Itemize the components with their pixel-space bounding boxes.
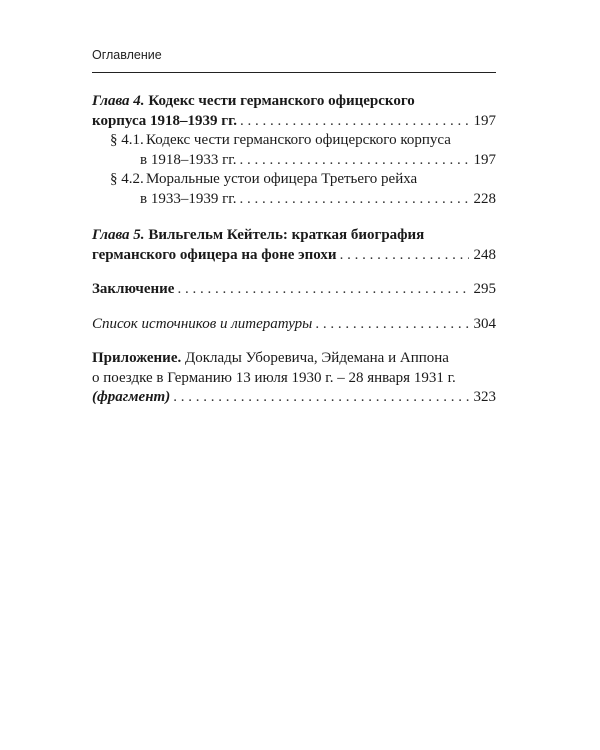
- appendix-title-line2: о поездке в Германию 13 июля 1930 г. – 28 января 1931 г.: [92, 369, 456, 386]
- toc-entry-sources[interactable]: [92, 315, 496, 335]
- chapter-5-page: 248: [473, 246, 496, 263]
- toc-entry-chapter-4[interactable]: [92, 92, 496, 131]
- leader-dots: [239, 190, 469, 210]
- leader-dots: [239, 151, 469, 171]
- toc-entry-section-4-1[interactable]: [92, 131, 496, 170]
- conclusion-title: Заключение: [92, 281, 175, 297]
- section-4-2-title-line2: в 1933–1939 гг.: [140, 190, 237, 207]
- conclusion-page: 295: [473, 281, 496, 297]
- section-4-1-page: 197: [473, 151, 496, 168]
- toc-entry-conclusion[interactable]: [92, 280, 496, 300]
- section-4-1-number: § 4.1.: [110, 132, 144, 148]
- running-head: Оглавление: [92, 48, 162, 62]
- toc-entry-chapter-5[interactable]: [92, 226, 496, 265]
- appendix-title-line1: Доклады Уборевича, Эйдемана и Аппона: [184, 350, 449, 366]
- chapter-5-prefix: Глава 5.: [92, 227, 145, 243]
- appendix-prefix: Приложение.: [92, 350, 182, 366]
- chapter-5-title-line1: Вильгельм Кейтель: краткая биография: [148, 227, 425, 243]
- table-of-contents: [92, 92, 496, 408]
- section-4-2-number: § 4.2.: [110, 171, 144, 187]
- leader-dots: [177, 280, 469, 300]
- appendix-title-line3: (фрагмент): [92, 389, 171, 405]
- toc-entry-appendix[interactable]: [92, 349, 496, 408]
- leader-dots: [240, 112, 469, 132]
- section-4-2-title-line1: Моральные устои офицера Третьего рейха: [146, 171, 418, 187]
- section-4-1-title-line1: Кодекс чести германского офицерского корпуса: [146, 132, 451, 148]
- section-4-2-page: 228: [473, 190, 496, 207]
- leader-dots: [315, 315, 469, 335]
- header-rule: [92, 72, 496, 73]
- sources-page: 304: [473, 315, 496, 332]
- chapter-4-page: 197: [473, 112, 496, 129]
- chapter-4-title-line1: Кодекс чести германского офицерского: [148, 93, 415, 109]
- chapter-4-prefix: Глава 4.: [92, 93, 145, 109]
- chapter-4-title-line2: корпуса 1918–1939 гг.: [92, 112, 237, 129]
- leader-dots: [173, 388, 469, 408]
- sources-title: Список источников и литературы: [92, 315, 313, 332]
- toc-entry-section-4-2[interactable]: [92, 170, 496, 209]
- section-4-1-title-line2: в 1918–1933 гг.: [140, 151, 237, 168]
- appendix-page: 323: [473, 389, 496, 405]
- chapter-5-title-line2: германского офицера на фоне эпохи: [92, 246, 337, 263]
- leader-dots: [340, 246, 469, 266]
